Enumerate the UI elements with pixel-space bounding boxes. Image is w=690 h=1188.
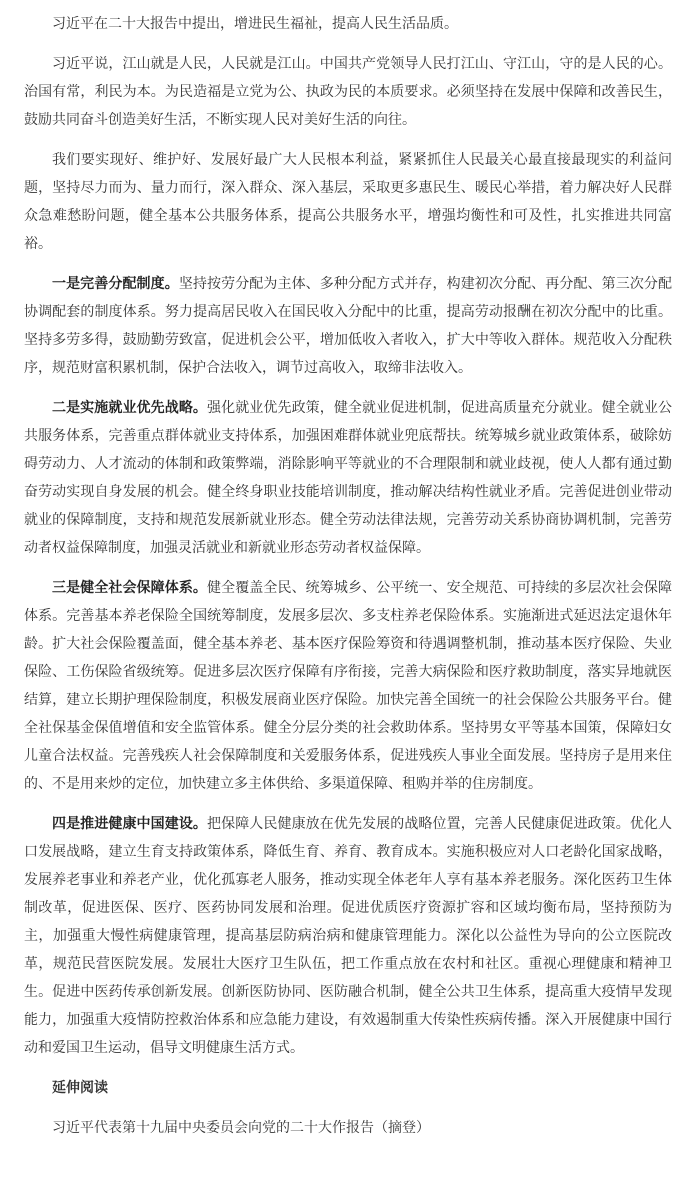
further-reading-title: 延伸阅读 (52, 1080, 108, 1096)
section-3-body: 健全覆盖全民、统筹城乡、公平统一、安全规范、可持续的多层次社会保障体系。完善基本养老保险全国统筹制度，发展多层次、多支柱养老保险体系。实施渐进式延迟法定退休年龄。扩大社会保险覆盖面，健全基本养老、基本医疗保险筹资和待遇调整机制，推动基本医疗保险、失业保险、工伤保险省级统筹。促进多层次医疗保障有序衔接，完善大病保险和医疗救助制度，落实异地就医结算，建立长期护理保险制度，积极发展商业医疗保险。加快完善全国统一的社会保险公共服务平台。健全社保基金保值增值和安全监管体系。健全分层分类的社会救助体系。坚持男女平等基本国策，保障妇女儿童合法权益。完善残疾人社会保障制度和关爱服务体系，促进残疾人事业全面发展。坚持房子是用来住的、不是用来炒的定位，加快建立多主体供给、多渠道保障、租购并举的住房制度。 (24, 580, 673, 792)
section-1-body: 坚持按劳分配为主体、多种分配方式并存，构建初次分配、再分配、第三次分配协调配套的制度体系。努力提高居民收入在国民收入分配中的比重，提高劳动报酬在初次分配中的比重。坚持多劳多得，鼓励勤劳致富，促进机会公平，增加低收入者收入，扩大中等收入群体。规范收入分配秩序，规范财富积累机制，保护合法收入，调节过高收入，取缔非法收入。 (24, 276, 673, 376)
section-3 (24, 574, 672, 798)
section-4 (24, 810, 672, 1062)
section-2-body: 强化就业优先政策，健全就业促进机制，促进高质量充分就业。健全就业公共服务体系，完善重点群体就业支持体系，加强困难群体就业兜底帮扶。统筹城乡就业政策体系，破除妨碍劳动力、人才流动的体制和政策弊端，消除影响平等就业的不合理限制和就业歧视，使人人都有通过勤奋劳动实现自身发展的机会。健全终身职业技能培训制度，推动解决结构性就业矛盾。完善促进创业带动就业的保障制度，支持和规范发展新就业形态。健全劳动法律法规，完善劳动关系协商协调机制，完善劳动者权益保障制度，加强灵活就业和新就业形态劳动者权益保障。 (24, 400, 673, 556)
section-1 (24, 270, 672, 382)
section-4-title: 四是推进健康中国建设。 (52, 816, 208, 832)
section-2 (24, 394, 672, 562)
further-reading-link[interactable]: 习近平代表第十九届中央委员会向党的二十大作报告（摘登） (52, 1120, 430, 1136)
paragraph-2: 习近平说，江山就是人民，人民就是江山。中国共产党领导人民打江山、守江山，守的是人民的心。治国有常，利民为本。为民造福是立党为公、执政为民的本质要求。必须坚持在发展中保障和改善民生，鼓励共同奋斗创造美好生活，不断实现人民对美好生活的向往。 (24, 56, 672, 128)
section-2-title: 二是实施就业优先战略。 (52, 400, 208, 416)
section-1-title: 一是完善分配制度。 (52, 276, 179, 292)
paragraph-intro: 习近平在二十大报告中提出，增进民生福祉，提高人民生活品质。 (52, 16, 458, 32)
paragraph-3: 我们要实现好、维护好、发展好最广大人民根本利益，紧紧抓住人民最关心最直接最现实的利益问题，坚持尽力而为、量力而行，深入群众、深入基层，采取更多惠民生、暖民心举措，着力解决好人民群众急难愁盼问题，健全基本公共服务体系，提高公共服务水平，增强均衡性和可及性，扎实推进共同富裕。 (24, 152, 672, 252)
section-3-title: 三是健全社会保障体系。 (52, 580, 208, 596)
section-4-body: 把保障人民健康放在优先发展的战略位置，完善人民健康促进政策。优化人口发展战略，建立生育支持政策体系，降低生育、养育、教育成本。实施积极应对人口老龄化国家战略，发展养老事业和养老产业，优化孤寡老人服务，推动实现全体老年人享有基本养老服务。深化医药卫生体制改革，促进医保、医疗、医药协同发展和治理。促进优质医疗资源扩容和区域均衡布局，坚持预防为主，加强重大慢性病健康管理，提高基层防病治病和健康管理能力。深化以公益性为导向的公立医院改革，规范民营医院发展。发展壮大医疗卫生队伍，把工作重点放在农村和社区。重视心理健康和精神卫生。促进中医药传承创新发展。创新医防协同、医防融合机制，健全公共卫生体系，提高重大疫情早发现能力，加强重大疫情防控救治体系和应急能力建设，有效遏制重大传染性疾病传播。深入开展健康中国行动和爱国卫生运动，倡导文明健康生活方式。 (24, 816, 673, 1056)
